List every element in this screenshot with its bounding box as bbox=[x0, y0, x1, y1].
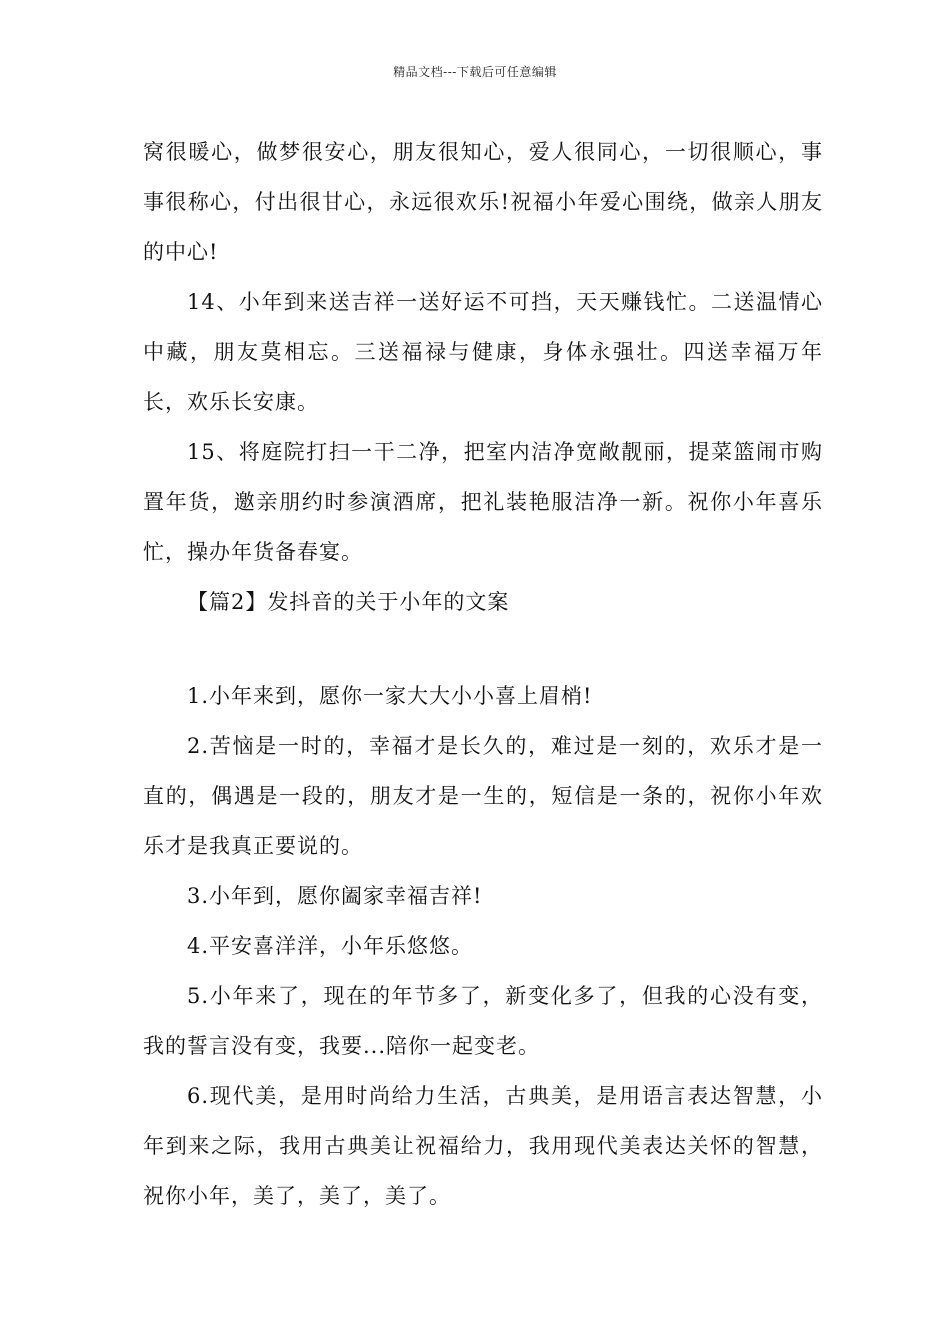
list-item-4: 4.平安喜洋洋，小年乐悠悠。 bbox=[187, 934, 474, 958]
document-body bbox=[143, 127, 823, 1221]
list-item-6: 6.现代美，是用时尚给力生活，古典美，是用语言表达智慧，小年到来之际，我用古典美让祝福给力，我用现代美表达关怀的智慧，祝你小年，美了，美了，美了。 bbox=[143, 1084, 823, 1208]
list-item-1: 1.小年来到，愿你一家大大小小喜上眉梢! bbox=[187, 684, 593, 708]
paragraph-continuation: 窝很暖心，做梦很安心，朋友很知心，爱人很同心，一切很顺心，事事很称心，付出很甘心，永远很欢乐!祝福小年爱心围绕，做亲人朋友的中心! bbox=[143, 140, 823, 264]
paragraph-item-14: 14、小年到来送吉祥一送好运不可挡，天天赚钱忙。二送温情心中藏，朋友莫相忘。三送福禄与健康，身体永强壮。四送幸福万年长，欢乐长安康。 bbox=[143, 290, 823, 414]
section-heading: 【篇2】发抖音的关于小年的文案 bbox=[187, 590, 510, 614]
page-header: 精品文档---下载后可任意编辑 bbox=[393, 65, 557, 79]
section-spacer bbox=[143, 627, 823, 671]
paragraph-item-15: 15、将庭院打扫一干二净，把室内洁净宽敞靓丽，提菜篮闹市购置年货，邀亲朋约时参演酒席，把礼装艳服洁净一新。祝你小年喜乐忙，操办年货备春宴。 bbox=[143, 440, 823, 564]
list-item-3: 3.小年到，愿你阖家幸福吉祥! bbox=[187, 884, 483, 908]
list-item-5: 5.小年来了，现在的年节多了，新变化多了，但我的心没有变，我的誓言没有变，我要...陪你一起变老。 bbox=[143, 984, 823, 1058]
list-item-2: 2.苦恼是一时的，幸福才是长久的，难过是一刻的，欢乐才是一直的，偶遇是一段的，朋友才是一生的，短信是一条的，祝你小年欢乐才是我真正要说的。 bbox=[143, 734, 823, 858]
